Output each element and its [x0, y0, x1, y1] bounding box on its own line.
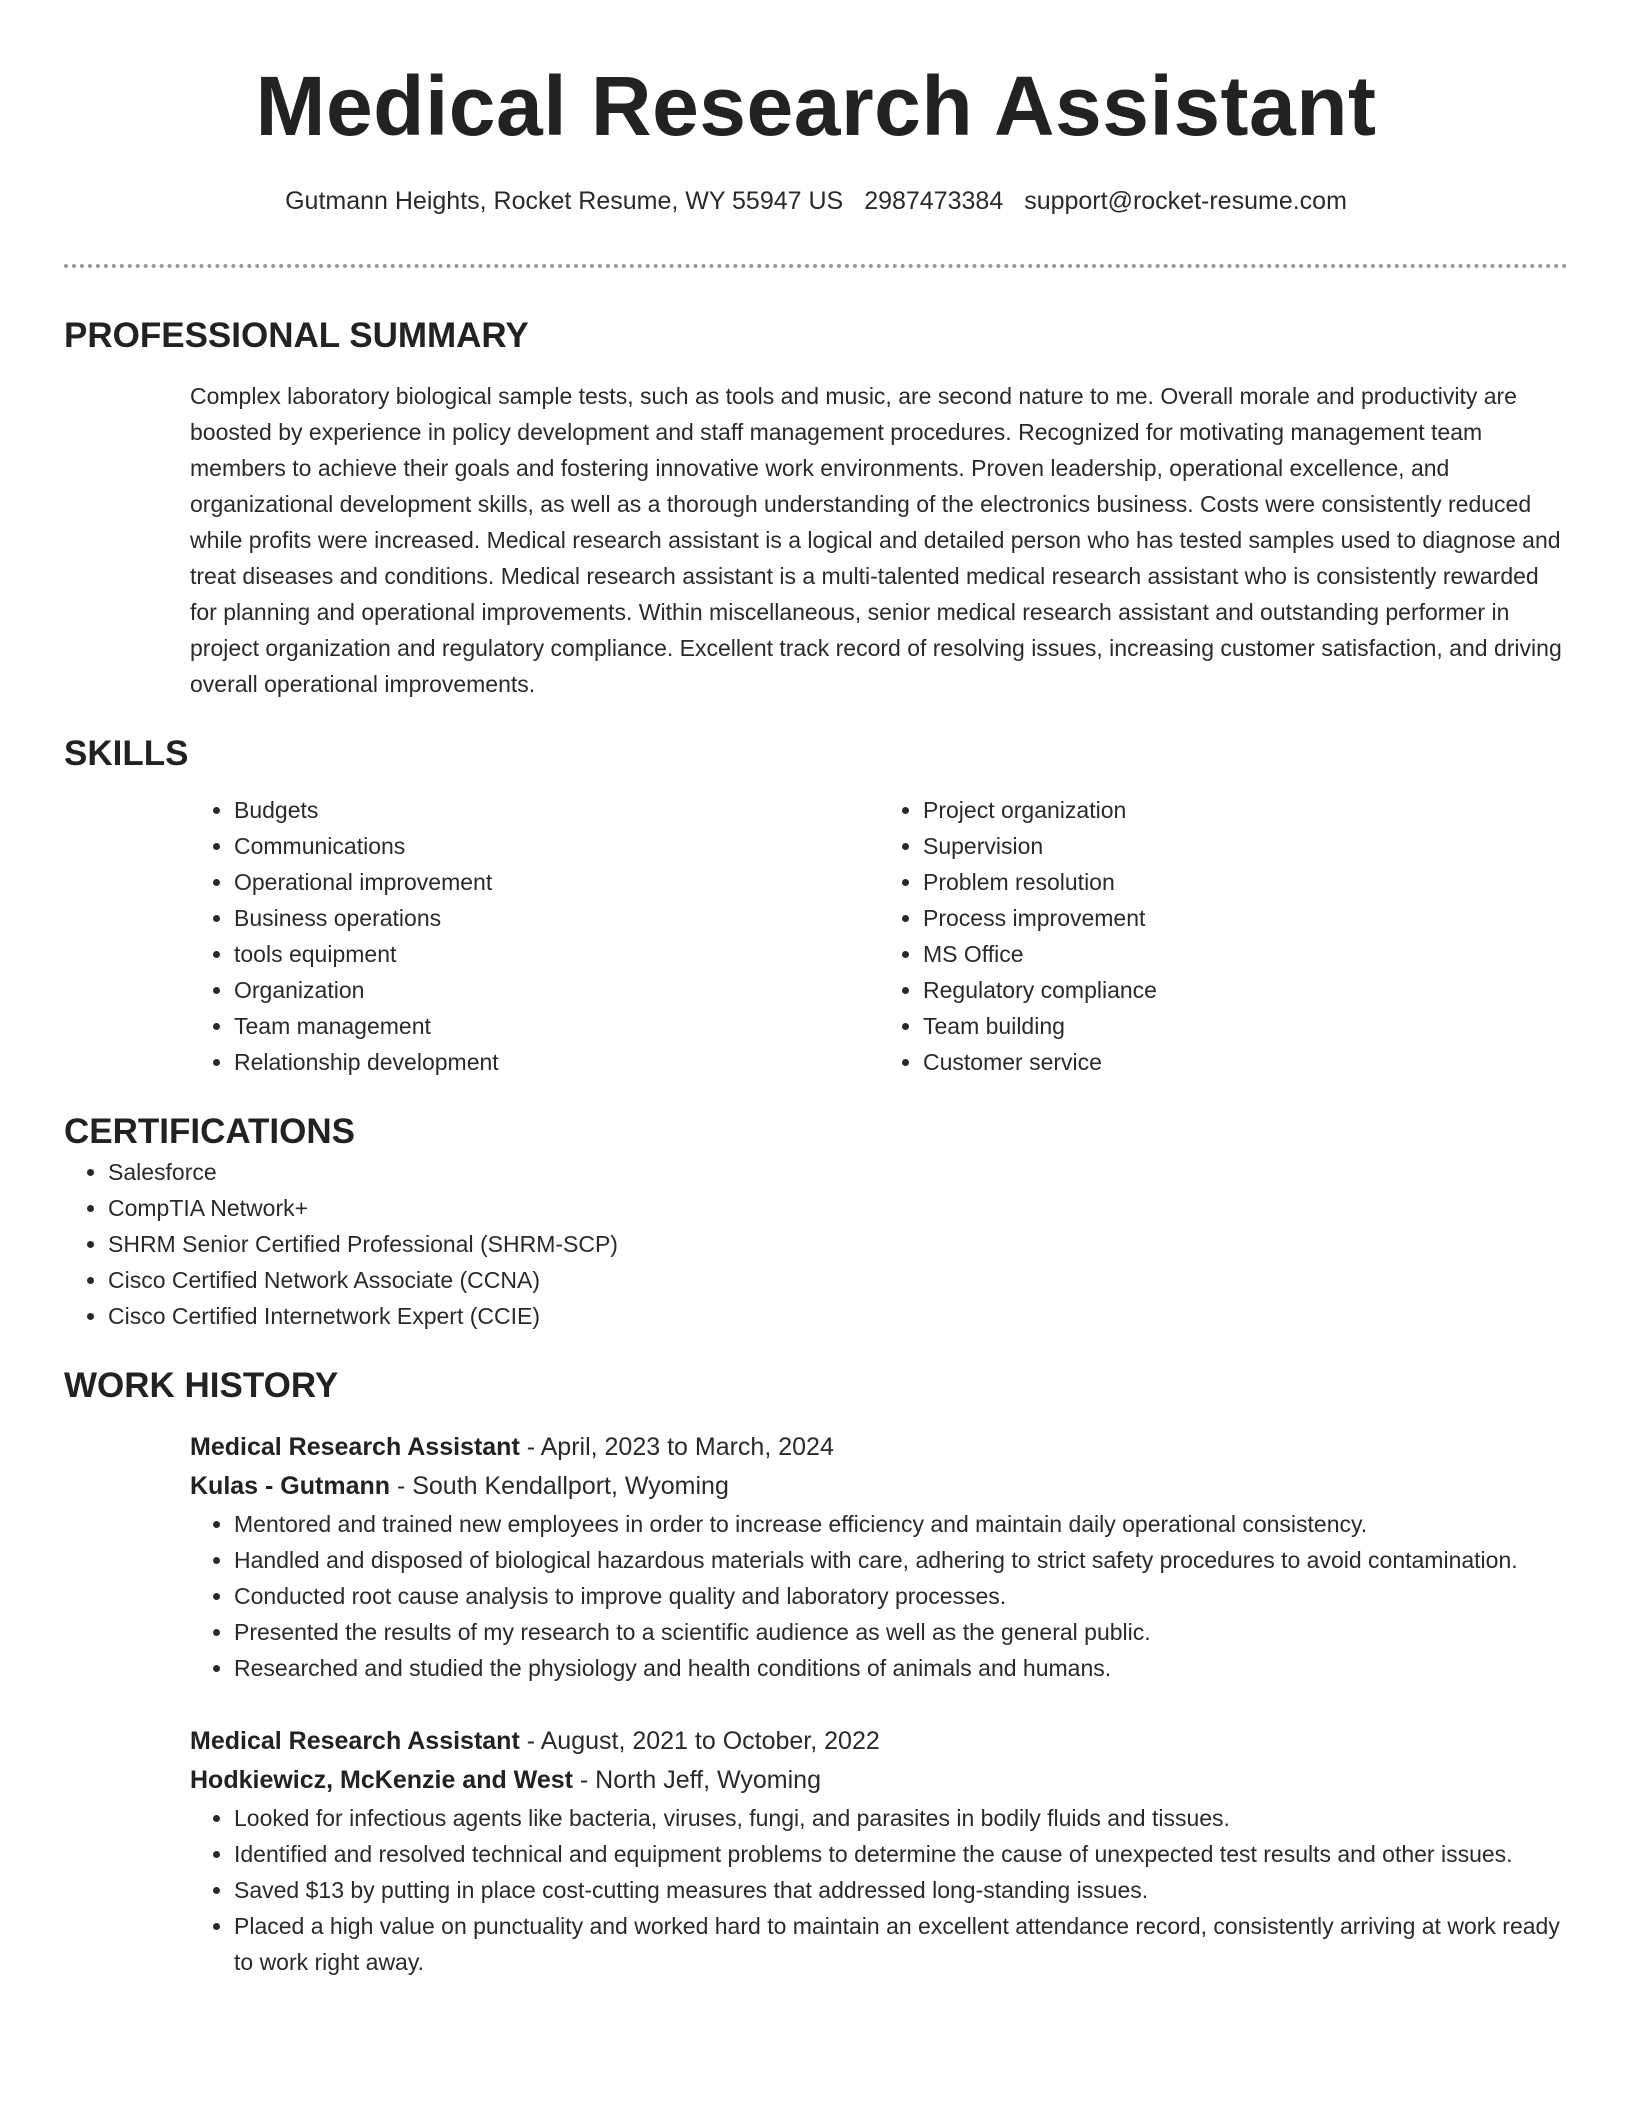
- certifications-section: [64, 1110, 1568, 1334]
- contact-address: Gutmann Heights, Rocket Resume, WY 55947 US: [285, 187, 844, 215]
- resume-page: [64, 0, 1568, 1980]
- job-bullet: • Placed a high value on punctuality and worked hard to maintain an excellent attendance record, consistently arriving at work ready to work right away.: [234, 1908, 1568, 1980]
- header-divider: [64, 264, 1568, 268]
- certifications-list: [64, 1154, 1568, 1334]
- skill-item: • Regulatory compliance: [923, 972, 1568, 1008]
- job-company: Hodkiewicz, McKenzie and West: [190, 1766, 573, 1794]
- certification-item: • Salesforce: [108, 1154, 1568, 1190]
- skills-heading: SKILLS: [64, 734, 189, 773]
- skills-section: [64, 732, 1568, 1080]
- contact-email: support@rocket-resume.com: [1024, 187, 1347, 215]
- job-title-line: [190, 1722, 1568, 1761]
- job-bullet: • Conducted root cause analysis to improve quality and laboratory processes.: [234, 1578, 1568, 1614]
- skill-item: • Project organization: [923, 792, 1568, 828]
- work-history-heading: WORK HISTORY: [64, 1366, 339, 1405]
- contact-line: [64, 184, 1568, 218]
- job-title: Medical Research Assistant: [190, 1433, 520, 1461]
- skill-item: • MS Office: [923, 936, 1568, 972]
- job-entry: [190, 1722, 1568, 1980]
- job-entry: [190, 1428, 1568, 1686]
- skills-list-left: [190, 792, 879, 1080]
- candidate-name: Medical Research Assistant: [255, 59, 1377, 153]
- skill-item: • tools equipment: [234, 936, 879, 972]
- job-bullet: • Handled and disposed of biological hazardous materials with care, adhering to strict safety procedures to avoid contamination.: [234, 1542, 1568, 1578]
- job-company-line: [190, 1467, 1568, 1506]
- work-history-section: [64, 1364, 1568, 1980]
- skill-item: • Team management: [234, 1008, 879, 1044]
- job-bullet: • Presented the results of my research to a scientific audience as well as the general public.: [234, 1614, 1568, 1650]
- summary-text: Complex laboratory biological sample tests, such as tools and music, are second nature to me. Overall morale and productivity are boosted by experience in policy development and staff management procedures. Recognized for motivating management team members to achieve their goals and fostering innovative work environments. Proven leadership, operational excellence, and organizational development skills, as well as a thorough understanding of the electronics business. Costs were consistently reduced while profits were increased. Medical research assistant is a logical and detailed person who has tested samples used to diagnose and treat diseases and conditions. Medical research assistant is a multi-talented medical research assistant who is consistently rewarded for planning and operational improvements. Within miscellaneous, senior medical research assistant and outstanding performer in project organization and regulatory compliance. Excellent track record of resolving issues, increasing customer satisfaction, and driving overall operational improvements.: [190, 383, 1562, 697]
- skill-item: • Operational improvement: [234, 864, 879, 900]
- contact-phone: 2987473384: [864, 187, 1004, 215]
- job-dates: - April, 2023 to March, 2024: [519, 1433, 834, 1461]
- certification-item: • Cisco Certified Internetwork Expert (CCIE): [108, 1298, 1568, 1334]
- summary-section: [64, 314, 1568, 702]
- certification-item: • Cisco Certified Network Associate (CCNA): [108, 1262, 1568, 1298]
- skill-item: • Budgets: [234, 792, 879, 828]
- certifications-heading: CERTIFICATIONS: [64, 1112, 356, 1151]
- job-location: - South Kendallport, Wyoming: [390, 1472, 729, 1500]
- job-bullet: • Mentored and trained new employees in order to increase efficiency and maintain daily operational consistency.: [234, 1506, 1568, 1542]
- job-bullets: [190, 1506, 1568, 1686]
- job-location: - North Jeff, Wyoming: [572, 1766, 821, 1794]
- skill-item: • Relationship development: [234, 1044, 879, 1080]
- skills-list-right: [879, 792, 1568, 1080]
- job-title-line: [190, 1428, 1568, 1467]
- job-title: Medical Research Assistant: [190, 1727, 520, 1755]
- job-bullet: • Looked for infectious agents like bacteria, viruses, fungi, and parasites in bodily fluids and tissues.: [234, 1800, 1568, 1836]
- certification-item: • SHRM Senior Certified Professional (SHRM-SCP): [108, 1226, 1568, 1262]
- job-bullets: [190, 1800, 1568, 1980]
- skill-item: • Organization: [234, 972, 879, 1008]
- job-bullet: • Identified and resolved technical and equipment problems to determine the cause of unexpected test results and other issues.: [234, 1836, 1568, 1872]
- job-company-line: [190, 1761, 1568, 1800]
- skill-item: • Communications: [234, 828, 879, 864]
- summary-heading: PROFESSIONAL SUMMARY: [64, 316, 529, 355]
- job-company: Kulas - Gutmann: [190, 1472, 391, 1500]
- job-dates: - August, 2021 to October, 2022: [519, 1727, 880, 1755]
- skill-item: • Customer service: [923, 1044, 1568, 1080]
- job-bullet: • Researched and studied the physiology and health conditions of animals and humans.: [234, 1650, 1568, 1686]
- skill-item: • Team building: [923, 1008, 1568, 1044]
- skill-item: • Supervision: [923, 828, 1568, 864]
- skill-item: • Process improvement: [923, 900, 1568, 936]
- skills-columns: [190, 792, 1568, 1080]
- certification-item: • CompTIA Network+: [108, 1190, 1568, 1226]
- job-bullet: • Saved $13 by putting in place cost-cutting measures that addressed long-standing issues.: [234, 1872, 1568, 1908]
- skill-item: • Business operations: [234, 900, 879, 936]
- skill-item: • Problem resolution: [923, 864, 1568, 900]
